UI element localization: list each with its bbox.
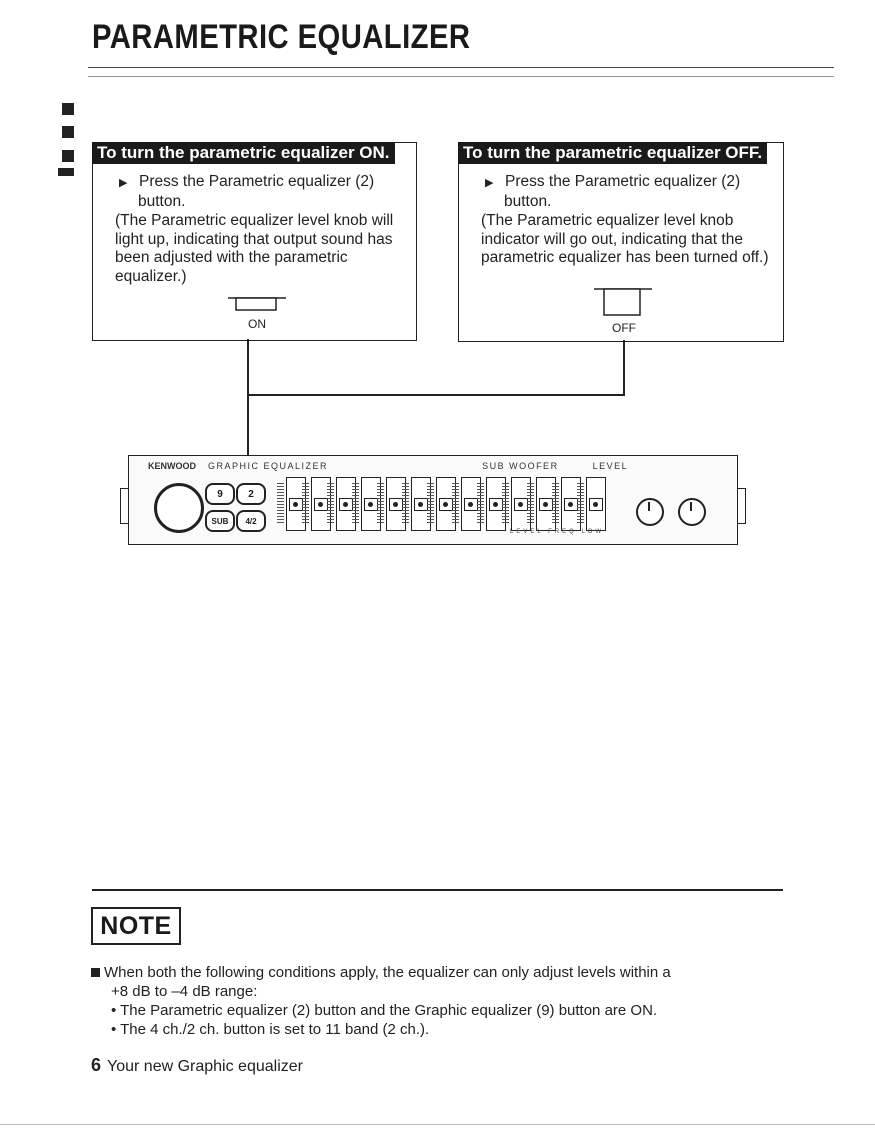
slider-ticks [527, 483, 534, 523]
connector-off-vertical [623, 340, 625, 395]
parametric-eq-2-button[interactable]: 2 [236, 483, 266, 505]
slider-thumb[interactable] [514, 498, 528, 511]
language-tab-marker [58, 168, 74, 176]
on-step-line2: button. [138, 192, 186, 210]
footer-text: Your new Graphic equalizer [107, 1058, 303, 1075]
slider-ticks [377, 483, 384, 523]
slider-thumb[interactable] [489, 498, 503, 511]
slider-ticks [577, 483, 584, 523]
device-sub-label: SUB WOOFER [482, 461, 559, 471]
page-title: PARAMETRIC EQUALIZER [92, 18, 471, 56]
slider-ticks [302, 483, 309, 523]
language-tab-marker [62, 126, 74, 138]
note-line2: +8 dB to –4 dB range: [111, 983, 258, 1000]
title-rule [88, 67, 834, 68]
note-rule [92, 889, 783, 891]
panel-off-heading: To turn the parametric equalizer OFF. [458, 142, 767, 164]
language-tab-marker [62, 150, 74, 162]
on-step-line1: Press the Parametric equalizer (2) [139, 173, 375, 190]
slider-thumb[interactable] [414, 498, 428, 511]
slider-thumb[interactable] [539, 498, 553, 511]
note-heading: NOTE [91, 907, 181, 945]
panel-turn-on [92, 142, 417, 341]
device-model-label: GRAPHIC EQUALIZER [208, 461, 329, 471]
off-button-icon [592, 285, 654, 319]
slider-ticks [277, 483, 284, 523]
slider-ticks [477, 483, 484, 523]
title-rule-secondary [88, 76, 834, 77]
page-footer [91, 1055, 303, 1076]
on-note: (The Parametric equalizer level knob will light up, indicating that output sound has been adjusted with the parametric equalizer.) [115, 212, 394, 285]
frequency-knob[interactable] [636, 498, 664, 526]
off-button-label: OFF [612, 321, 636, 335]
slider-thumb[interactable] [464, 498, 478, 511]
slider-ticks [502, 483, 509, 523]
device-top-text [148, 461, 628, 471]
off-step-line1: Press the Parametric equalizer (2) [505, 173, 741, 190]
slider-thumb[interactable] [589, 498, 603, 511]
on-button-icon [226, 294, 288, 316]
off-step-line2: button. [504, 192, 552, 210]
page-number: 6 [91, 1055, 102, 1075]
note-bullet2: • The 4 ch./2 ch. button is set to 11 band (2 ch.). [111, 1021, 430, 1038]
bottom-rule [0, 1124, 875, 1125]
slider-ticks [327, 483, 334, 523]
device-brand: KENWOOD [148, 461, 196, 471]
slider-ticks [552, 483, 559, 523]
device-bottom-label-text: LEVEL FREQ LOW [510, 529, 605, 535]
slider-ticks [352, 483, 359, 523]
slider-ticks [427, 483, 434, 523]
off-note: (The Parametric equalizer level knob indicator will go out, indicating that the parametric equalizer has been turned off.) [481, 212, 769, 266]
slider-thumb[interactable] [314, 498, 328, 511]
eq-band-slider[interactable] [586, 477, 606, 531]
slider-thumb[interactable] [289, 498, 303, 511]
slider-ticks [452, 483, 459, 523]
square-bullet-icon [91, 968, 100, 977]
panel-on-heading: To turn the parametric equalizer ON. [92, 142, 395, 164]
note-bullet1: • The Parametric equalizer (2) button and the Graphic equalizer (9) button are ON. [111, 1002, 658, 1019]
slider-thumb[interactable] [564, 498, 578, 511]
device-level-label: LEVEL [592, 461, 629, 471]
slider-thumb[interactable] [339, 498, 353, 511]
power-knob[interactable] [154, 483, 204, 533]
level-knob[interactable] [678, 498, 706, 526]
on-button-label: ON [248, 317, 266, 331]
slider-thumb[interactable] [439, 498, 453, 511]
note-line1: When both the following conditions apply, the equalizer can only adjust levels within a [104, 964, 671, 981]
sub-button[interactable]: SUB [205, 510, 235, 532]
language-tab-marker [62, 103, 74, 115]
graphic-eq-9-button[interactable]: 9 [205, 483, 235, 505]
ch-4-2-button[interactable]: 4/2 [236, 510, 266, 532]
note-body [91, 963, 791, 1039]
arrow-icon: ▶ [485, 177, 494, 189]
panel-turn-off [458, 142, 784, 342]
connector-horizontal [247, 394, 625, 396]
slider-thumb[interactable] [389, 498, 403, 511]
slider-ticks [402, 483, 409, 523]
slider-thumb[interactable] [364, 498, 378, 511]
arrow-icon: ▶ [119, 177, 128, 189]
device-bottom-labels [150, 529, 604, 535]
